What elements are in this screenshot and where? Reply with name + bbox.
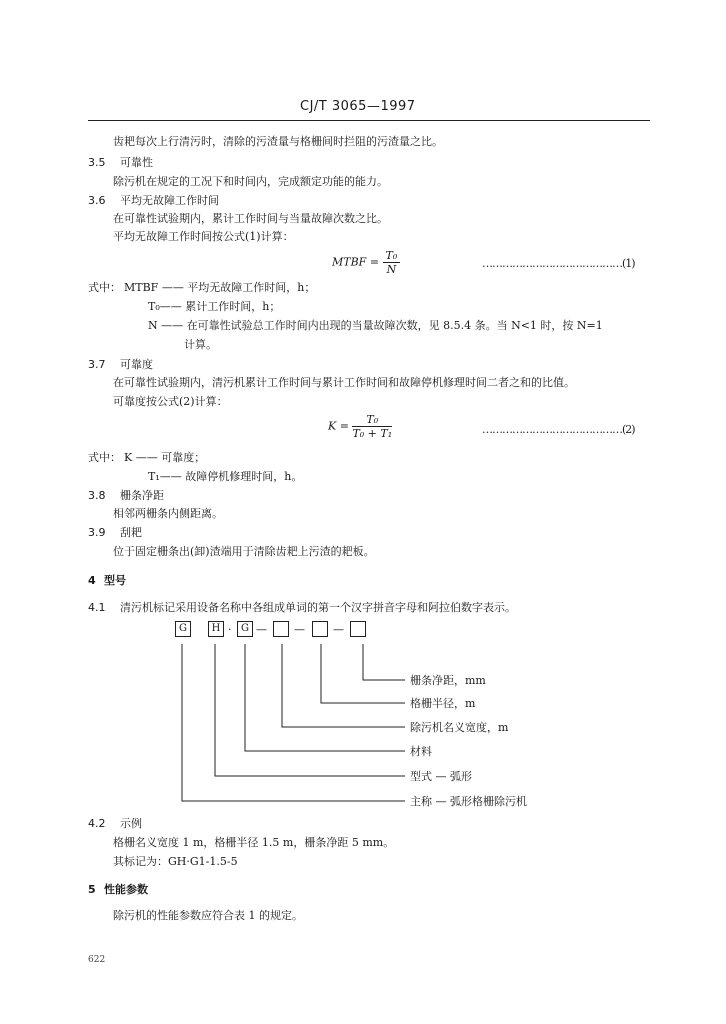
- section-3-7-title: 可靠度: [120, 358, 153, 371]
- section-3-6-text: 在可靠性试验期内，累计工作时间与当量故障次数之比。: [113, 212, 388, 225]
- model-sep-dot: ·: [228, 623, 232, 636]
- intro-line: 齿耙每次上行清污时，清除的污渣量与格栅间时拦阻的污渣量之比。: [113, 135, 443, 148]
- section-3-8-number: 3.8: [88, 489, 106, 502]
- formula-1-intro: 平均无故障工作时间按公式(1)计算：: [113, 230, 294, 243]
- section-3-9-title: 刮耙: [120, 526, 142, 539]
- formula-2-intro: 可靠度按公式(2)计算：: [113, 395, 228, 408]
- line-material: [245, 644, 405, 751]
- line-width: [282, 644, 405, 727]
- section-3-5-text: 除污机在规定的工况下和时间内，完成额定功能的能力。: [113, 175, 388, 188]
- where-2-prefix: 式中：: [88, 451, 121, 464]
- model-box-type: H: [208, 621, 224, 637]
- page-number: 622: [88, 955, 106, 965]
- model-box-main: G: [175, 621, 191, 637]
- section-4-2-title: 示例: [120, 817, 142, 830]
- section-4-1-number: 4.1: [88, 601, 106, 614]
- section-3-8-title: 栅条净距: [120, 489, 164, 502]
- where-2-line-1: K —— 可靠度；: [124, 451, 206, 464]
- section-4-title: 型号: [104, 574, 126, 587]
- section-3-7-number: 3.7: [88, 358, 106, 371]
- formula-2-lhs: K =: [328, 419, 349, 433]
- formula-2-denominator: T₀ + T₁: [352, 427, 393, 440]
- model-label-radius: 格栅半径，m: [410, 697, 476, 710]
- where-1-prefix: 式中：: [88, 281, 121, 294]
- formula-2-tag: ……………………………………(2): [482, 423, 635, 436]
- where-1-line-4: 计算。: [184, 338, 217, 351]
- section-3-9-text: 位于固定栅条出(卸)渣端用于清除齿耙上污渣的耙板。: [113, 545, 375, 558]
- section-5-title: 性能参数: [104, 883, 148, 896]
- section-3-9-number: 3.9: [88, 526, 106, 539]
- section-3-8-text: 相邻两栅条内侧距离。: [113, 507, 223, 520]
- model-label-material: 材料: [410, 745, 432, 758]
- model-box-radius: [312, 621, 328, 637]
- line-bar-spacing: [363, 644, 405, 680]
- section-5-text: 除污机的性能参数应符合表 1 的规定。: [113, 909, 303, 922]
- formula-2-numerator: T₀: [352, 414, 392, 427]
- line-type: [215, 644, 405, 776]
- formula-1-tag: ……………………………………(1): [482, 257, 635, 270]
- section-4-2-number: 4.2: [88, 817, 106, 830]
- section-3-5-number: 3.5: [88, 156, 106, 169]
- section-4-1-text: 清污机标记采用设备名称中各组成单词的第一个汉字拼音字母和阿拉伯数字表示。: [120, 601, 516, 614]
- formula-1-numerator: T₀: [383, 250, 401, 263]
- section-4-2-text-2: 其标记为：GH·G1-1.5-5: [113, 855, 238, 868]
- model-label-main: 主称 — 弧形格栅除污机: [410, 795, 527, 808]
- model-sep-2: —: [294, 623, 305, 636]
- section-3-6-number: 3.6: [88, 194, 106, 207]
- section-3-5-title: 可靠性: [120, 156, 153, 169]
- where-2-line-2: T₁—— 故障停机修理时间，h。: [148, 470, 303, 483]
- section-3-6-title: 平均无故障工作时间: [120, 194, 219, 207]
- where-1-line-3: N —— 在可靠性试验总工作时间内出现的当量故障次数，见 8.5.4 条。当 N<1 时，按 N=1: [148, 319, 603, 332]
- model-box-material: G: [237, 621, 253, 637]
- formula-1-lhs: MTBF =: [332, 255, 380, 269]
- model-box-width: [273, 621, 289, 637]
- section-4-2-text-1: 格栅名义宽度 1 m，格栅半径 1.5 m，栅条净距 5 mm。: [113, 836, 395, 849]
- model-box-spacing: [350, 621, 366, 637]
- model-sep-3: —: [333, 623, 344, 636]
- model-sep-1: —: [256, 623, 267, 636]
- model-label-type: 型式 — 弧形: [410, 770, 472, 783]
- page-header-code: CJ/T 3065—1997: [300, 99, 416, 114]
- section-3-7-text: 在可靠性试验期内，清污机累计工作时间与累计工作时间和故障停机修理时间二者之和的比值。: [113, 376, 575, 389]
- section-5-number: 5: [88, 883, 96, 896]
- where-1-line-2: T₀—— 累计工作时间，h；: [148, 300, 281, 313]
- formula-1-denominator: N: [386, 263, 397, 276]
- model-label-bar-spacing: 栅条净距，mm: [410, 674, 486, 687]
- where-1-line-1: MTBF —— 平均无故障工作时间，h；: [124, 281, 316, 294]
- section-4-number: 4: [88, 574, 96, 587]
- model-label-width: 除污机名义宽度，m: [410, 721, 509, 734]
